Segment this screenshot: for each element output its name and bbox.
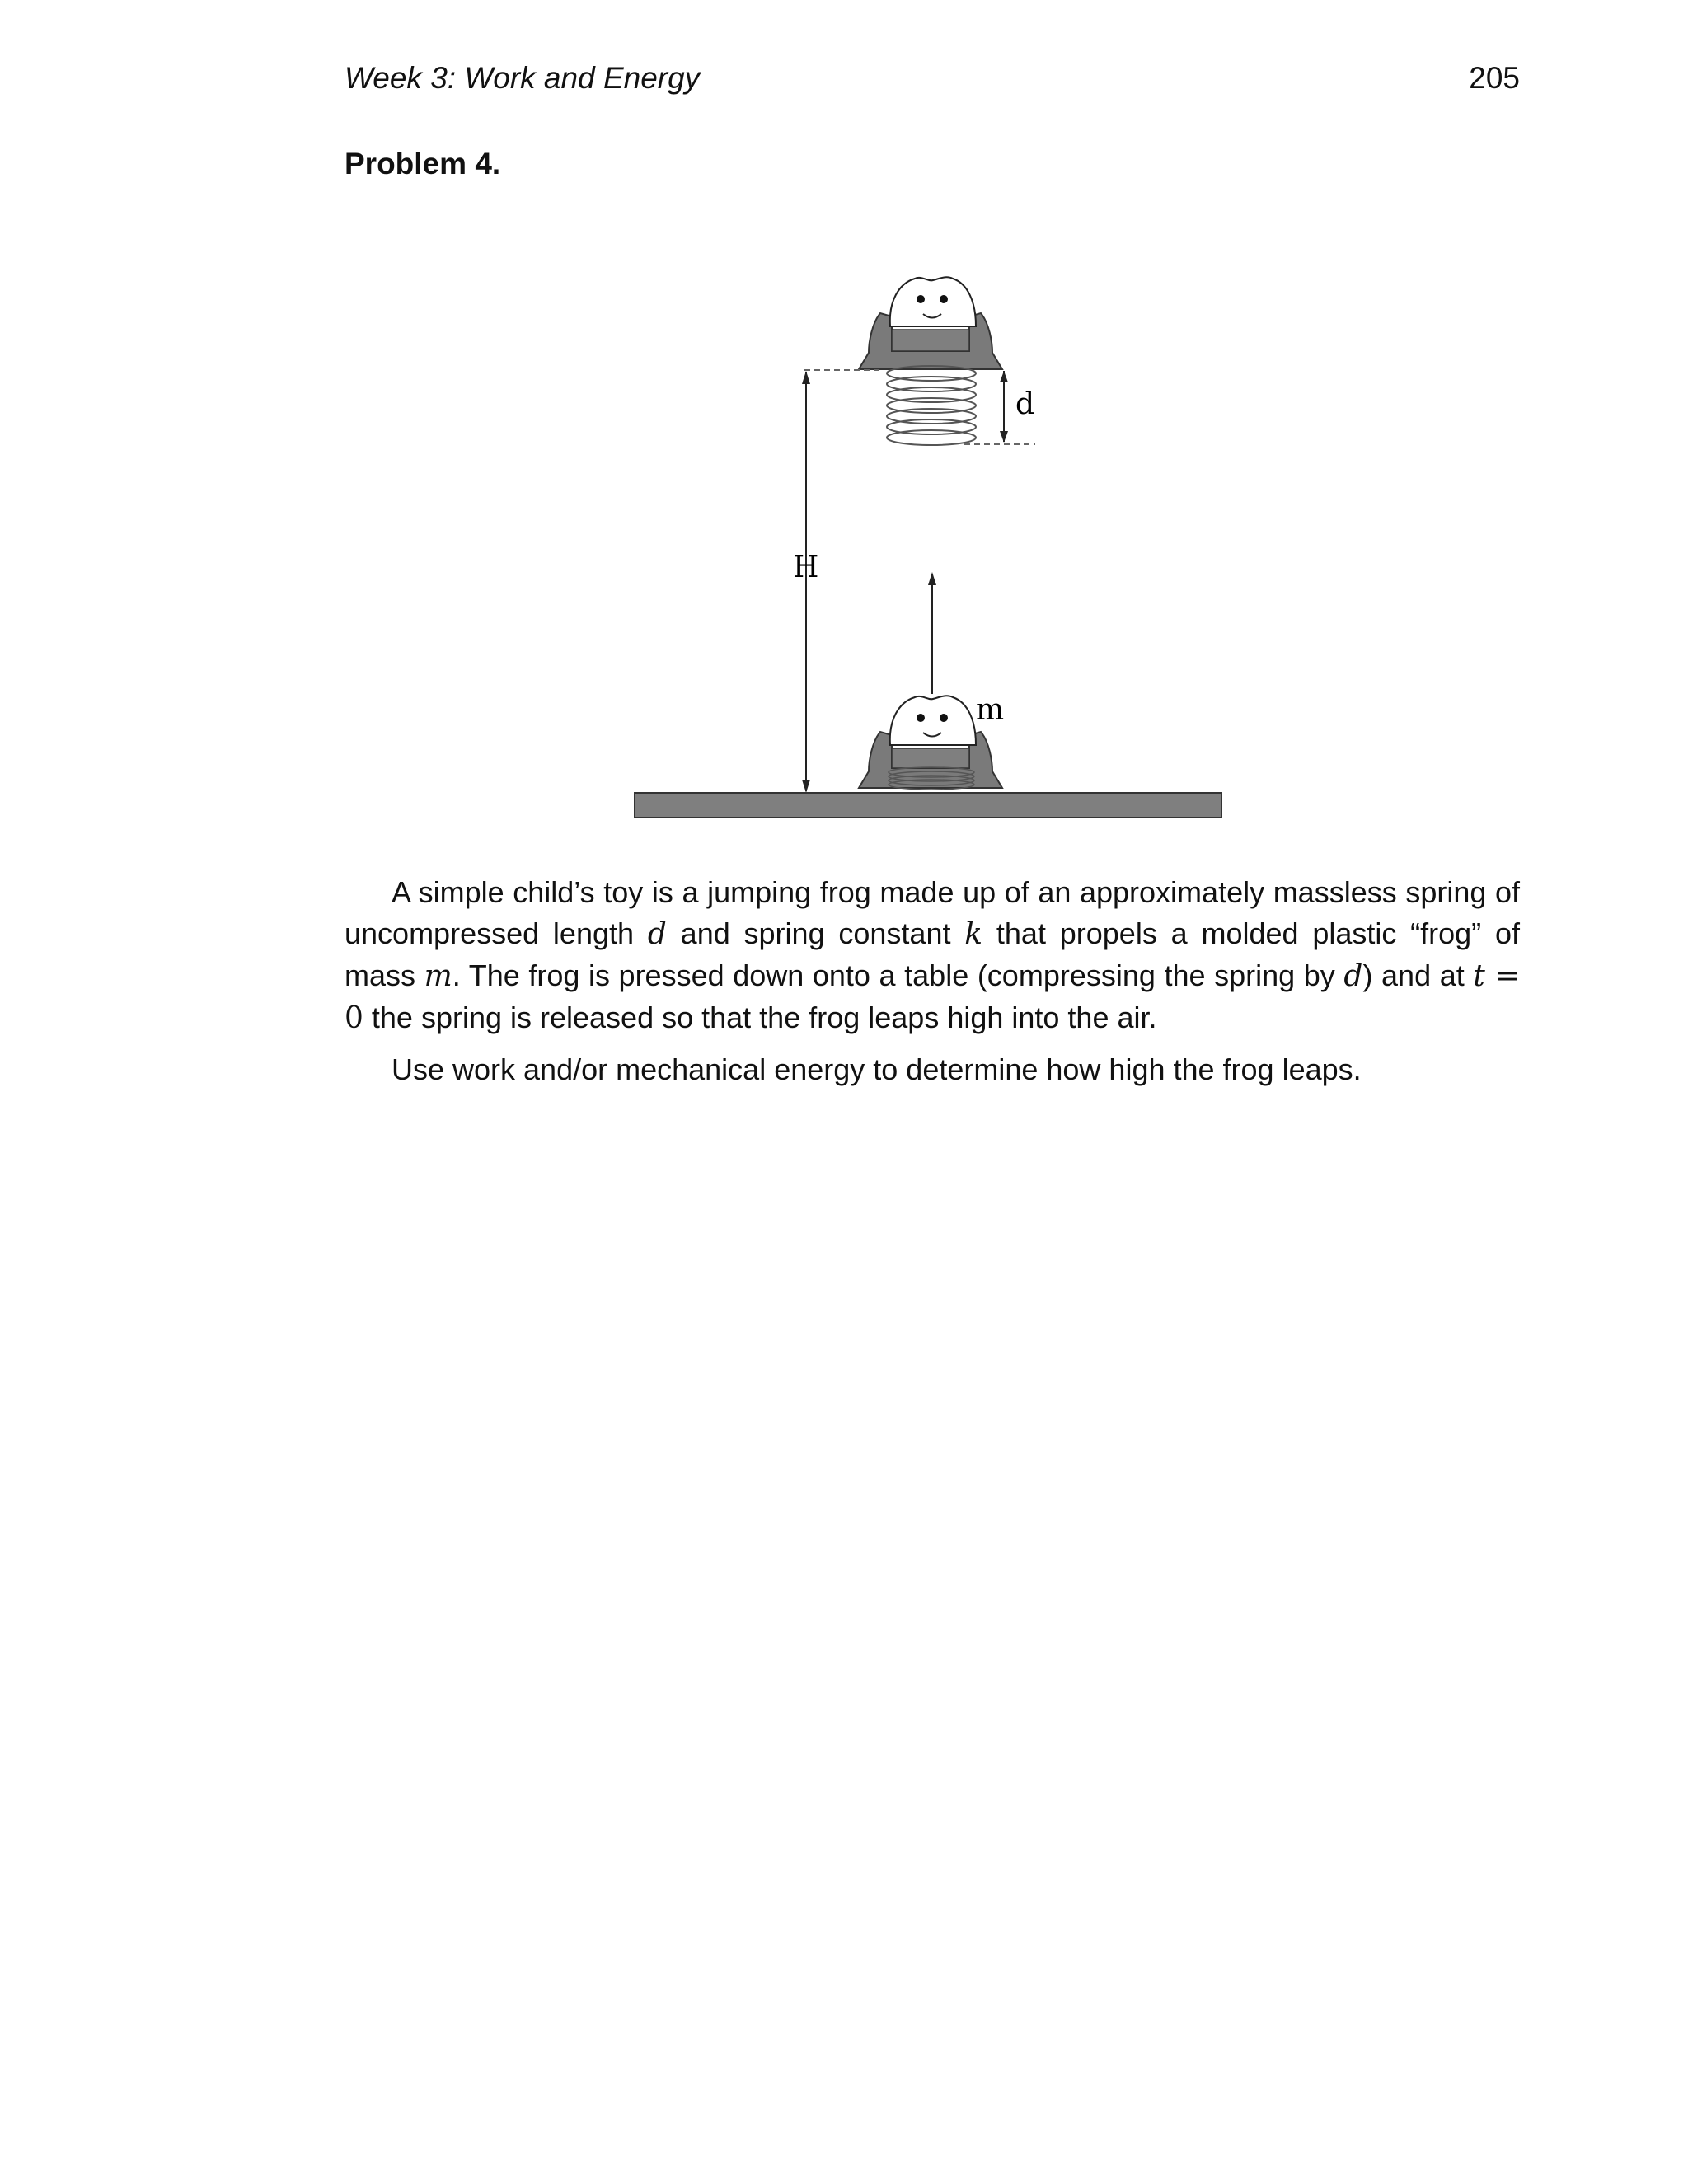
label-d: d <box>1015 387 1035 421</box>
frog-figure <box>626 264 1253 824</box>
label-m: m <box>976 693 1005 727</box>
page-number: 205 <box>1469 61 1520 95</box>
problem-heading: Problem 4. <box>345 147 501 180</box>
spring-coils <box>887 366 976 445</box>
math-var-d: d <box>647 917 667 951</box>
math-var-k: k <box>964 917 983 951</box>
frog-top <box>859 277 1002 445</box>
math-var-d-compression: d <box>1343 959 1363 993</box>
running-header <box>345 61 1520 102</box>
paragraph-question: Use work and/or mechanical energy to determine how high the frog leaps. <box>392 1052 1362 1086</box>
problem-text <box>345 872 1520 1090</box>
math-var-m: m <box>424 959 452 993</box>
paragraph-description: A simple child’s toy is a jumping frog made up of an approximately massless spring of uncompressed length d and spring constant k that propels a molded plastic “frog” of mass m. The frog is pressed down onto a table (compressing the spring by d) and at t = 0 the spring is released so that the frog leaps high into the air. <box>345 875 1520 1035</box>
motion-arrow <box>928 572 936 694</box>
math-equals: = <box>1484 959 1520 993</box>
table-surface <box>635 793 1221 818</box>
d-dimension-arrow <box>1000 371 1008 443</box>
math-var-t: t <box>1473 959 1485 993</box>
label-H: H <box>793 551 819 584</box>
running-title: Week 3: Work and Energy <box>345 61 701 95</box>
math-zero: 0 <box>345 1001 363 1035</box>
